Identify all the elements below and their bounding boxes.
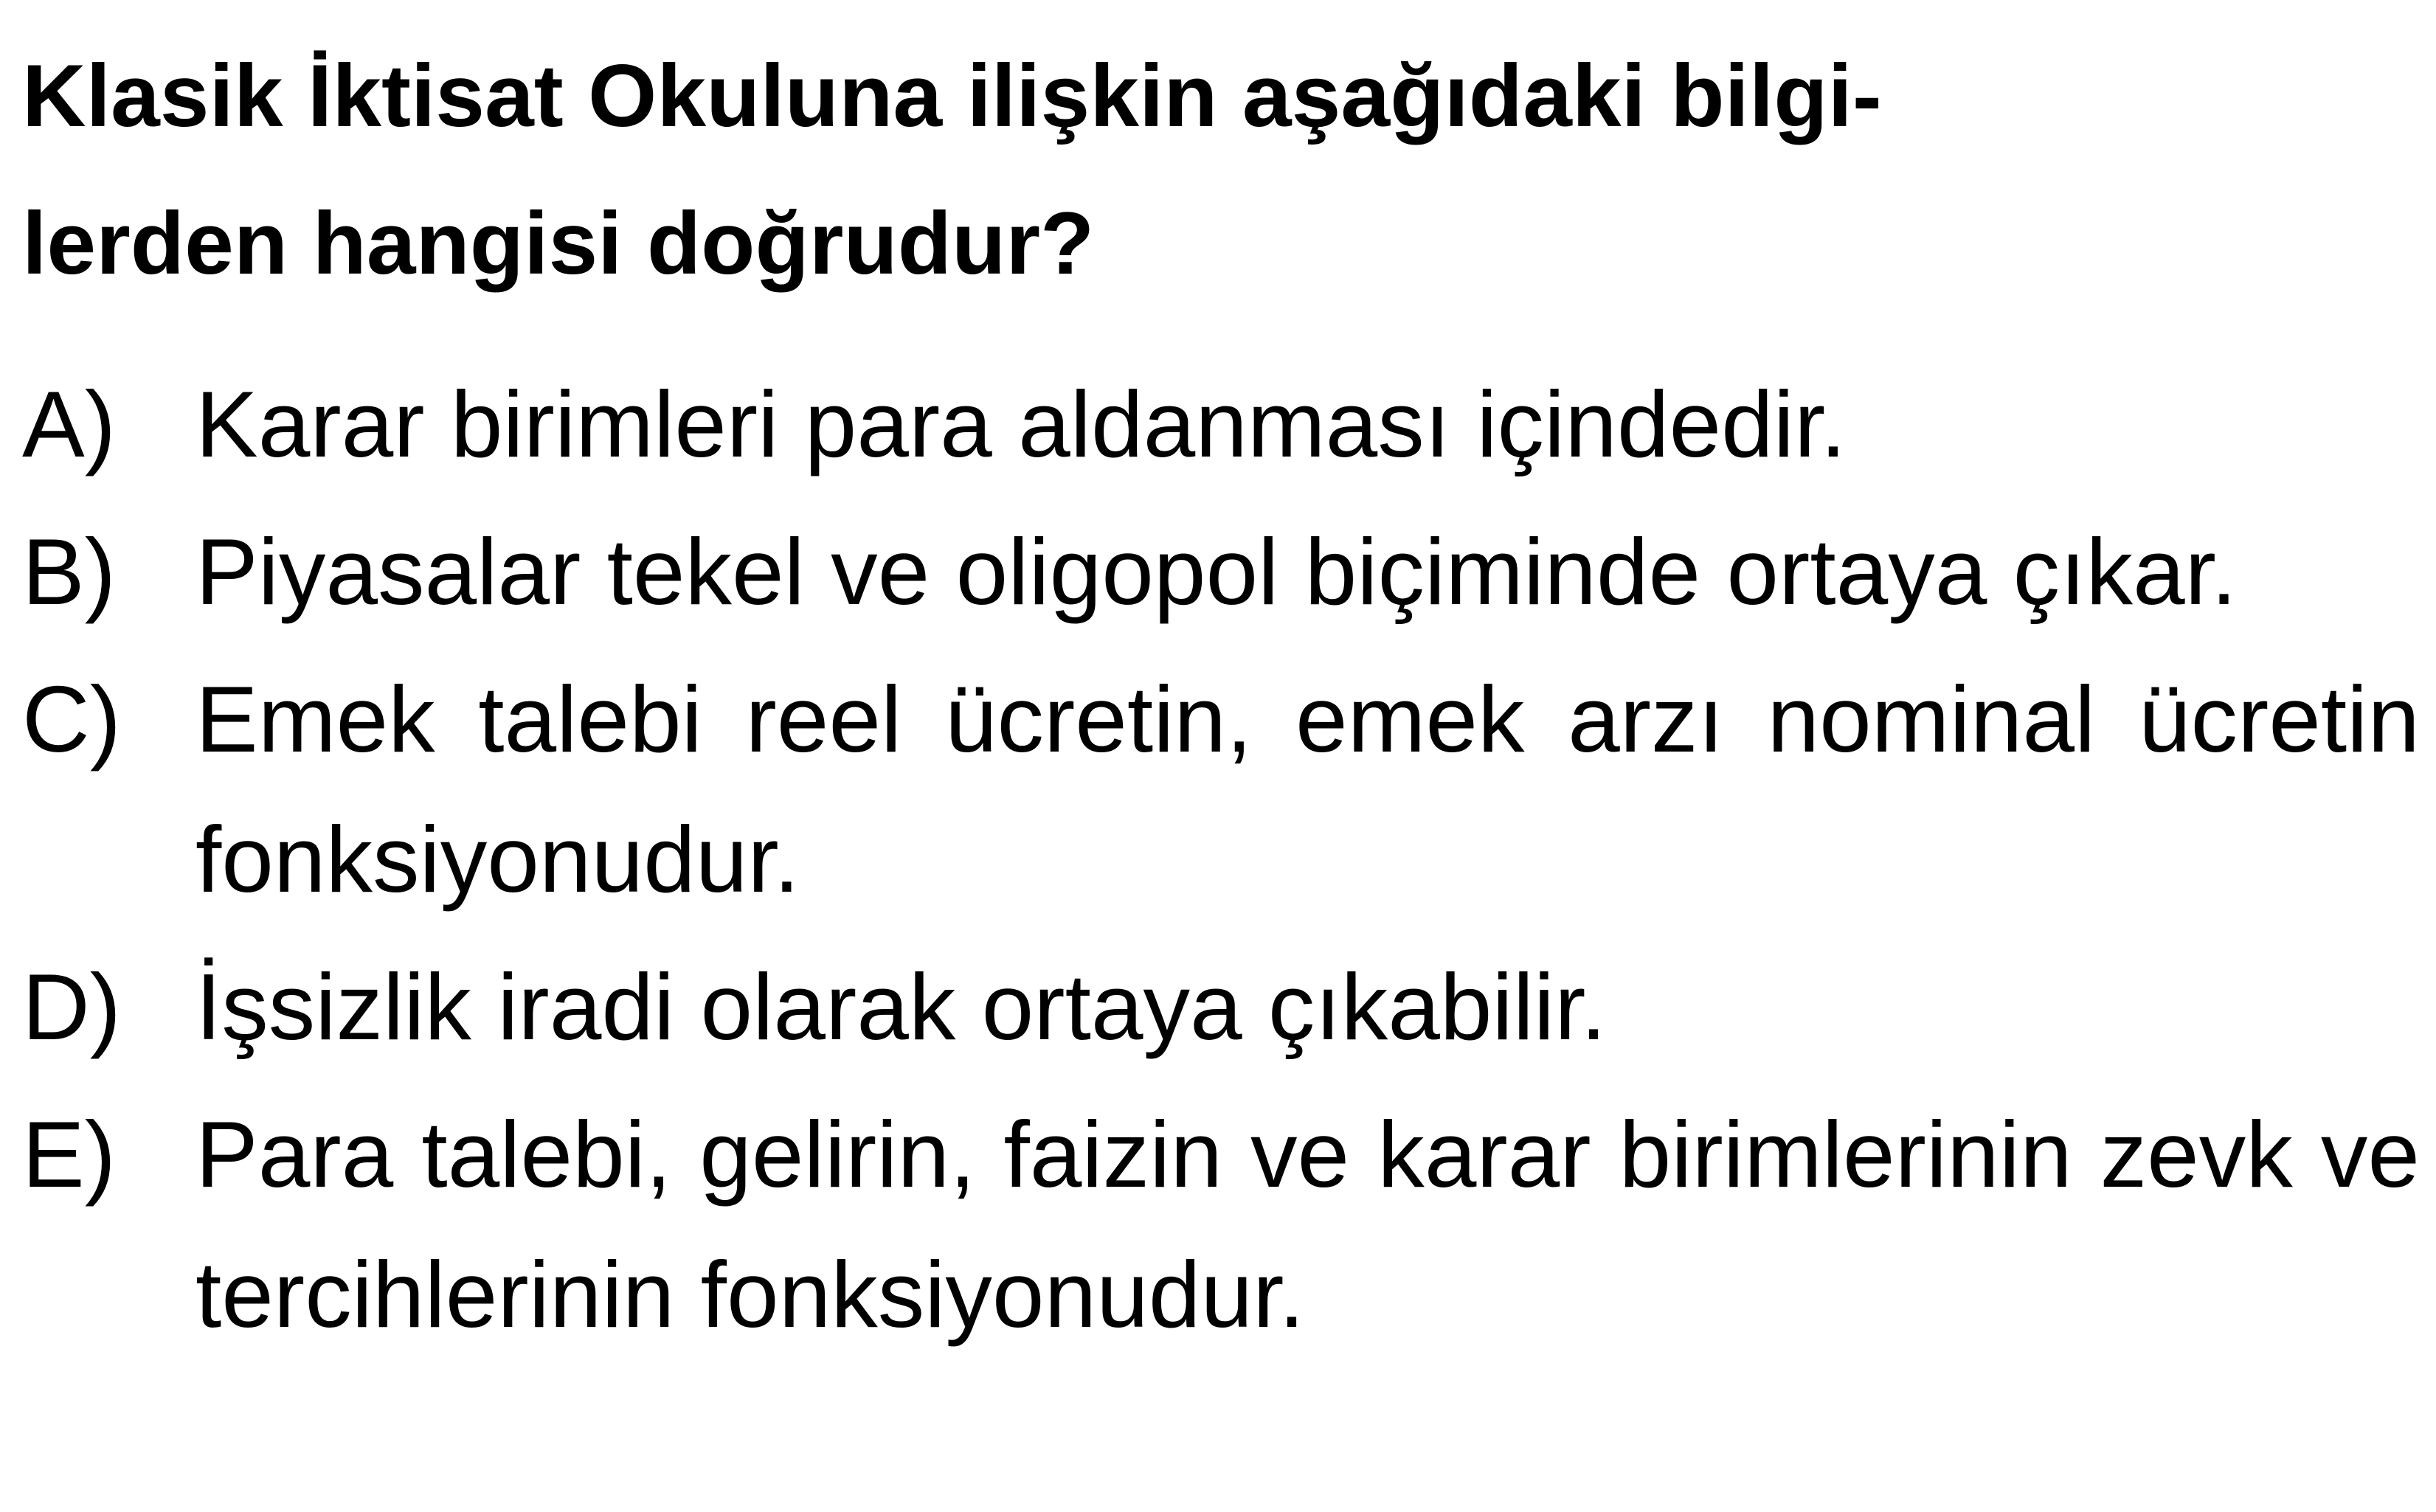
option-c-letter: C): [22, 667, 122, 771]
question-line-2: lerden hangisi doğrudur?: [22, 194, 1095, 293]
option-e-text: Para talebi, gelirin, faizin ve karar birimlerinin zevk ve tercihlerinin fonksiyonudur.: [195, 1102, 2420, 1347]
option-a-text: Karar birimleri para aldanması içindedir.: [195, 372, 1847, 476]
option-a[interactable]: [22, 354, 2420, 494]
question-line-1: Klasik İktisat Okuluna ilişkin aşağıdaki bilgi-: [22, 46, 1882, 145]
option-d[interactable]: [22, 937, 2420, 1077]
answer-options: [22, 354, 2420, 1364]
option-c-text: Emek talebi reel ücretin, emek arzı nominal ücretin fonksiyonudur.: [195, 667, 2420, 912]
option-e-letter: E): [22, 1102, 116, 1207]
option-e[interactable]: [22, 1084, 2420, 1364]
option-b-letter: B): [22, 519, 116, 624]
option-b-text: Piyasalar tekel ve oligopol biçiminde ortaya çıkar.: [195, 519, 2238, 624]
option-b[interactable]: [22, 502, 2420, 642]
option-d-text: İşsizlik iradi olarak ortaya çıkabilir.: [195, 954, 1607, 1059]
option-c[interactable]: [22, 649, 2420, 929]
question-text: [22, 22, 2420, 317]
question-card: [22, 22, 2420, 1372]
option-d-letter: D): [22, 954, 122, 1059]
option-a-letter: A): [22, 372, 116, 476]
